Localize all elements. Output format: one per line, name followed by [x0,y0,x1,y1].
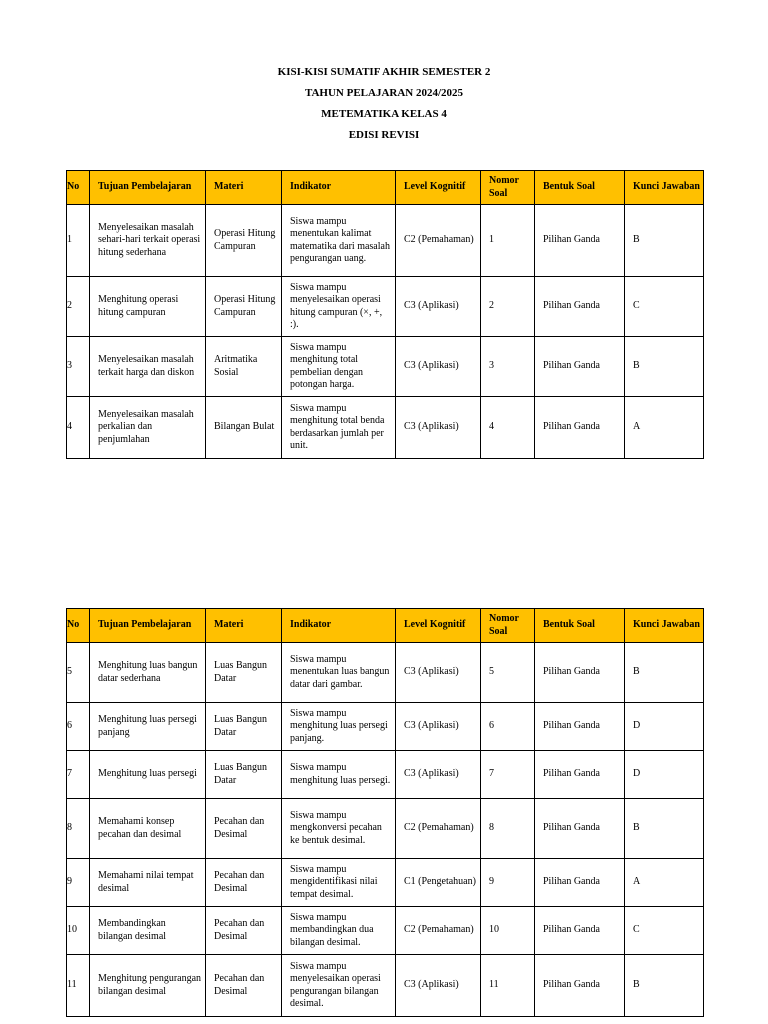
column-header-bentuk-soal: Bentuk Soal [535,171,625,205]
cell-materi: Luas Bangun Datar [206,643,282,703]
cell-tujuan-pembelajaran: Menyelesaikan masalah sehari-hari terkait operasi hitung sederhana [90,205,206,277]
cell-indikator: Siswa mampu menghitung luas persegi panjang. [282,703,396,751]
cell-kunci-jawaban: B [625,643,704,703]
cell-level-kognitif: C3 (Aplikasi) [396,337,481,397]
cell-tujuan-pembelajaran: Menghitung luas persegi [90,751,206,799]
column-header-kunci-jawaban: Kunci Jawaban [625,609,704,643]
cell-no: 2 [67,277,90,337]
cell-materi: Pecahan dan Desimal [206,955,282,1017]
cell-kunci-jawaban: D [625,751,704,799]
grid-table-2 [66,608,704,1017]
cell-level-kognitif: C2 (Pemahaman) [396,907,481,955]
cell-bentuk-soal: Pilihan Ganda [535,907,625,955]
table-row [67,703,704,751]
table-row [67,277,704,337]
cell-bentuk-soal: Pilihan Ganda [535,751,625,799]
cell-kunci-jawaban: C [625,277,704,337]
cell-level-kognitif: C3 (Aplikasi) [396,751,481,799]
cell-no: 4 [67,397,90,459]
cell-nomor-soal: 3 [481,337,535,397]
cell-indikator: Siswa mampu menentukan kalimat matematika dari masalah pengurangan uang. [282,205,396,277]
cell-bentuk-soal: Pilihan Ganda [535,397,625,459]
cell-no: 9 [67,859,90,907]
table-row [67,907,704,955]
cell-tujuan-pembelajaran: Memahami nilai tempat desimal [90,859,206,907]
cell-materi: Aritmatika Sosial [206,337,282,397]
title-line-2: TAHUN PELAJARAN 2024/2025 [304,87,464,99]
column-header-bentuk-soal: Bentuk Soal [535,609,625,643]
cell-bentuk-soal: Pilihan Ganda [535,799,625,859]
cell-no: 8 [67,799,90,859]
cell-materi: Operasi Hitung Campuran [206,205,282,277]
cell-indikator: Siswa mampu mengidentifikasi nilai tempat desimal. [282,859,396,907]
cell-materi: Operasi Hitung Campuran [206,277,282,337]
cell-nomor-soal: 9 [481,859,535,907]
cell-bentuk-soal: Pilihan Ganda [535,205,625,277]
column-header-materi: Materi [206,609,282,643]
cell-indikator: Siswa mampu menyelesaikan operasi hitung campuran (×, +, :). [282,277,396,337]
cell-no: 7 [67,751,90,799]
cell-no: 11 [67,955,90,1017]
grid-table-1 [66,170,704,459]
cell-indikator: Siswa mampu menghitung total pembelian dengan potongan harga. [282,337,396,397]
cell-tujuan-pembelajaran: Menyelesaikan masalah perkalian dan penjumlahan [90,397,206,459]
cell-materi: Pecahan dan Desimal [206,907,282,955]
cell-nomor-soal: 4 [481,397,535,459]
cell-tujuan-pembelajaran: Menghitung luas bangun datar sederhana [90,643,206,703]
cell-nomor-soal: 1 [481,205,535,277]
cell-level-kognitif: C3 (Aplikasi) [396,703,481,751]
cell-no: 1 [67,205,90,277]
table-header-row [67,171,704,205]
cell-no: 5 [67,643,90,703]
title-line-1: KISI-KISI SUMATIF AKHIR SEMESTER 2 [277,66,491,78]
cell-indikator: Siswa mampu menentukan luas bangun datar dari gambar. [282,643,396,703]
cell-bentuk-soal: Pilihan Ganda [535,337,625,397]
cell-no: 6 [67,703,90,751]
cell-indikator: Siswa mampu menyelesaikan operasi pengurangan bilangan desimal. [282,955,396,1017]
cell-level-kognitif: C1 (Pengetahuan) [396,859,481,907]
cell-level-kognitif: C3 (Aplikasi) [396,643,481,703]
cell-materi: Luas Bangun Datar [206,751,282,799]
document-header [0,62,768,146]
cell-materi: Pecahan dan Desimal [206,859,282,907]
column-header-no: No [67,609,90,643]
column-header-level-kognitif: Level Kognitif [396,171,481,205]
cell-nomor-soal: 11 [481,955,535,1017]
table-row [67,751,704,799]
cell-bentuk-soal: Pilihan Ganda [535,703,625,751]
cell-kunci-jawaban: B [625,205,704,277]
cell-level-kognitif: C2 (Pemahaman) [396,205,481,277]
cell-level-kognitif: C2 (Pemahaman) [396,799,481,859]
table-row [67,205,704,277]
cell-tujuan-pembelajaran: Menghitung luas persegi panjang [90,703,206,751]
column-header-indikator: Indikator [282,609,396,643]
column-header-level-kognitif: Level Kognitif [396,609,481,643]
column-header-indikator: Indikator [282,171,396,205]
title-line-3: METEMATIKA KELAS 4 [321,108,447,120]
table-row [67,799,704,859]
cell-nomor-soal: 10 [481,907,535,955]
cell-tujuan-pembelajaran: Menyelesaikan masalah terkait harga dan diskon [90,337,206,397]
table-header-row [67,609,704,643]
cell-materi: Pecahan dan Desimal [206,799,282,859]
cell-bentuk-soal: Pilihan Ganda [535,277,625,337]
column-header-materi: Materi [206,171,282,205]
cell-nomor-soal: 2 [481,277,535,337]
cell-kunci-jawaban: B [625,955,704,1017]
cell-nomor-soal: 5 [481,643,535,703]
cell-level-kognitif: C3 (Aplikasi) [396,277,481,337]
cell-tujuan-pembelajaran: Membandingkan bilangan desimal [90,907,206,955]
column-header-tujuan-pembelajaran: Tujuan Pembelajaran [90,609,206,643]
column-header-no: No [67,171,90,205]
cell-kunci-jawaban: A [625,397,704,459]
column-header-kunci-jawaban: Kunci Jawaban [625,171,704,205]
cell-bentuk-soal: Pilihan Ganda [535,643,625,703]
cell-materi: Luas Bangun Datar [206,703,282,751]
cell-kunci-jawaban: B [625,799,704,859]
cell-no: 3 [67,337,90,397]
table-row [67,643,704,703]
cell-kunci-jawaban: C [625,907,704,955]
cell-tujuan-pembelajaran: Menghitung pengurangan bilangan desimal [90,955,206,1017]
cell-materi: Bilangan Bulat [206,397,282,459]
cell-nomor-soal: 6 [481,703,535,751]
cell-nomor-soal: 8 [481,799,535,859]
cell-level-kognitif: C3 (Aplikasi) [396,955,481,1017]
table-row [67,955,704,1017]
cell-indikator: Siswa mampu menghitung total benda berdasarkan jumlah per unit. [282,397,396,459]
cell-no: 10 [67,907,90,955]
cell-tujuan-pembelajaran: Menghitung operasi hitung campuran [90,277,206,337]
cell-level-kognitif: C3 (Aplikasi) [396,397,481,459]
cell-tujuan-pembelajaran: Memahami konsep pecahan dan desimal [90,799,206,859]
column-header-nomor-soal: Nomor Soal [481,609,535,643]
title-line-4: EDISI REVISI [348,129,420,141]
table-row [67,397,704,459]
column-header-nomor-soal: Nomor Soal [481,171,535,205]
cell-kunci-jawaban: A [625,859,704,907]
cell-kunci-jawaban: B [625,337,704,397]
cell-indikator: Siswa mampu membandingkan dua bilangan desimal. [282,907,396,955]
column-header-tujuan-pembelajaran: Tujuan Pembelajaran [90,171,206,205]
cell-indikator: Siswa mampu menghitung luas persegi. [282,751,396,799]
table-row [67,859,704,907]
cell-bentuk-soal: Pilihan Ganda [535,955,625,1017]
cell-kunci-jawaban: D [625,703,704,751]
table-row [67,337,704,397]
cell-indikator: Siswa mampu mengkonversi pecahan ke bentuk desimal. [282,799,396,859]
cell-nomor-soal: 7 [481,751,535,799]
cell-bentuk-soal: Pilihan Ganda [535,859,625,907]
